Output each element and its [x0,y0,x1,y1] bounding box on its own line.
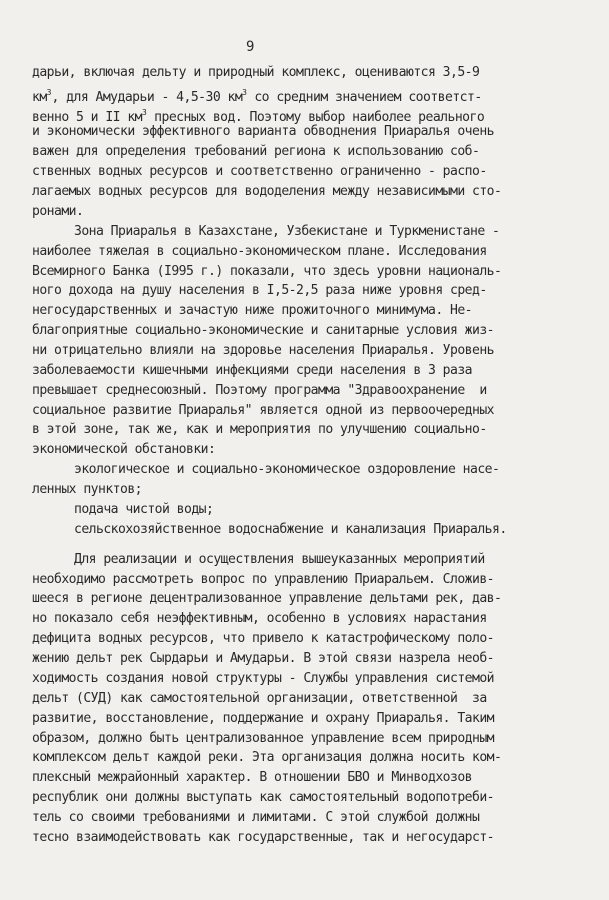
list-item: экологическое и социально-экономическое оздоровление насе- [74,462,500,477]
text-line: комплексом дельт каждой реки. Эта организация должна носить ком- [32,750,502,765]
text-line: в этой зоне, так же, как и мероприятия по улучшению социально- [32,422,487,437]
text-line: ронами. [32,204,84,219]
text-line: образом, должно быть централизованное управление всем природным [32,731,494,746]
line-fragment: , для Амударьи - 4,5-30 км [51,90,243,105]
text-line: ственных водных ресурсов и соответственно ограниченно - распо- [32,164,487,179]
text-line: благоприятные социально-экономические и санитарные условия жиз- [32,323,494,338]
superscript: 3 [142,108,147,117]
text-line: жению дельт рек Сырдарьи и Амударьи. В этой связи назрела необ- [32,651,494,666]
list-item-continuation: ленных пунктов; [32,482,142,497]
text-line-with-superscripts [32,84,482,106]
line-fragment: венно 5 и II км [32,110,142,125]
text-line: ни отрицательно влияли на здоровье населения Приаралья. Уровень [32,343,494,358]
text-line: тель со своими требованиями и лимитами. С этой службой должны [32,810,480,825]
list-item: подача чистой воды; [74,502,214,517]
text-line: Для реализации и осуществления вышеуказанных мероприятий [74,552,485,567]
line-fragment: пресных вод. Поэтому выбор наиболее реального [146,110,485,125]
line-fragment: км [32,90,47,105]
text-line: и экономически эффективного варианта обводнения Приаралья очень [32,124,494,139]
text-line: лагаемых водных ресурсов для вододеления между независимыми сто- [32,184,502,199]
text-line: ного дохода на душу населения в I,5-2,5 раза ниже уровня сред- [32,283,487,298]
superscript: 3 [46,88,52,97]
text-line: но показало себя неэффективным, особенно в условиях нарастания [32,611,487,626]
text-line: развитие, восстановление, поддержание и охрану Приаралья. Таким [32,711,494,726]
text-line: ходимость создания новой структуры - Службы управления системой [32,671,494,686]
text-line: республик они должны выступать как самостоятельный водопотреби- [32,790,494,805]
text-line: социальное развитие Приаралья" является одной из первоочередных [32,403,494,418]
superscript: 3 [242,88,247,97]
text-line: заболеваемости кишечными инфекциями среди населения в 3 раза [32,363,472,378]
text-line: негосударственных и зачастую ниже прожиточного минимума. Не- [32,303,472,318]
text-line: наиболее тяжелая в социально-экономическом плане. Исследования [32,244,487,259]
text-line: экономической обстановки: [32,442,216,457]
list-item: сельскохозяйственное водоснабжение и канализация Приаралья. [74,522,507,537]
text-line: тесно взаимодействовать как государственные, так и негосударст- [32,830,494,845]
text-line: Всемирного Банка (I995 г.) показали, что здесь уровни националь- [32,264,502,279]
text-line: превышает среднесоюзный. Поэтому программа "Здравоохранение и [32,383,487,398]
text-line: важен для определения требований региона к использованию соб- [32,144,480,159]
page-number: 9 [246,39,254,55]
text-line: дефицита водных ресурсов, что привело к катастрофическому поло- [32,631,494,646]
text-line: необходимо рассмотреть вопрос по управлению Приаральем. Сложив- [32,572,494,587]
line-fragment: со средним значением соответст- [247,90,482,105]
text-line: плексный межрайонный характер. В отношении БВО и Минводхозов [32,770,472,785]
text-line: Зона Приаралья в Казахстане, Узбекистане и Туркменистане - [74,224,500,239]
text-line: дельт (СУД) как самостоятельной организации, ответственной за [32,691,487,706]
text-line: дарьи, включая дельту и природный комплекс, оцениваются 3,5-9 [32,65,480,80]
text-line: шееся в регионе децентрализованное управление дельтами рек, дав- [32,591,502,606]
